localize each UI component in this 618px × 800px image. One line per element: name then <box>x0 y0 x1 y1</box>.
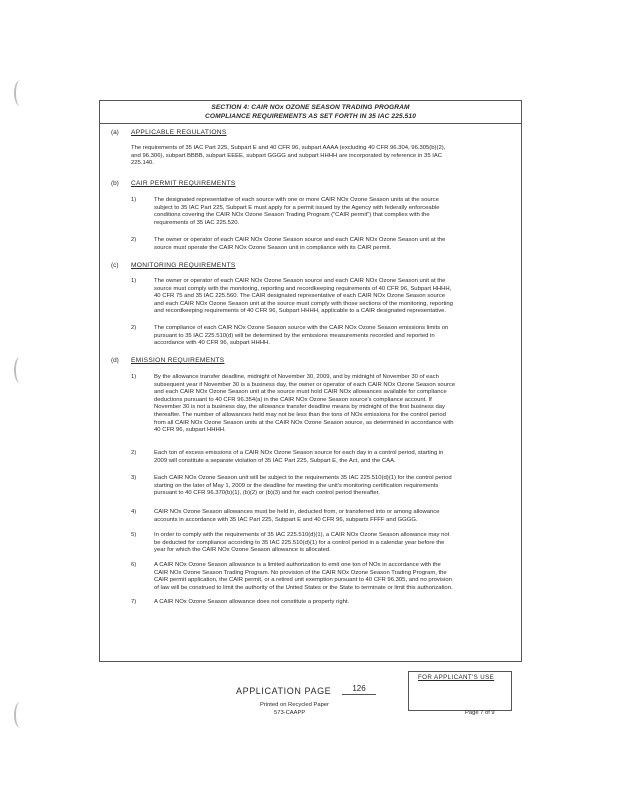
form-code: 573-CAAPP <box>274 710 306 716</box>
paragraph-line: Each ton of excess emissions of a CAIR NOx Ozone Season source for each day in a control period, starting in <box>154 450 444 456</box>
item-number: 6) <box>131 562 137 568</box>
paragraph-line: source must operate the CAIR NOx Ozone Season unit in compliance with its CAIR permit. <box>154 244 392 251</box>
section-title: MONITORING REQUIREMENTS <box>131 262 236 269</box>
paragraph-line: conditions covering the CAIR NOx Ozone Season Trading Program ("CAIR permit") that complies with the <box>154 212 430 219</box>
paragraph-line: year for which the CAIR NOx Ozone Season allowance is allocated. <box>154 547 331 554</box>
paragraph-line: and recordkeeping requirements of 40 CFR 96, Subpart HHHH, applicable to a CAIR designated representative. <box>154 308 447 315</box>
paragraph-line: The owner or operator of each CAIR NOx Ozone Season source and each CAIR NOx Ozone Season unit at the <box>154 237 446 243</box>
section-letter: (a) <box>111 129 119 136</box>
punch-hole-mark <box>14 702 26 728</box>
paragraph-line: pursuant to 35 IAC 225.510(d) will be determined by the emissions measurements recorded and reported in <box>154 332 435 339</box>
paragraph-line: subsequent year if November 30 is a business day, the owner or operator of each CAIR NOx Ozone Season source <box>154 381 456 388</box>
applicant-use-label: FOR APPLICANT'S USE <box>418 674 495 681</box>
paragraph-line: starting on the later of May 1, 2009 or the deadline for meeting the unit's monitoring certification requirements <box>154 482 439 489</box>
application-page-number: 126 <box>352 684 366 693</box>
punch-hole-mark <box>14 80 26 106</box>
paragraph-line: subject to 35 IAC Part 225, Subpart E must apply for a permit issued by the Agency with federally enforceable <box>154 204 440 211</box>
section-title: EMISSION REQUIREMENTS <box>131 357 225 364</box>
item-number: 2) <box>131 325 137 331</box>
paragraph-line: The designated representative of each source with one or more CAIR NOx Ozone Season units at the source <box>154 197 439 203</box>
section-subheading: COMPLIANCE REQUIREMENTS AS SET FORTH IN 35 IAC 225.510 <box>205 113 416 120</box>
section-letter: (c) <box>111 262 119 269</box>
item-number: 2) <box>131 237 137 243</box>
paragraph-line: In order to comply with the requirements of 35 IAC 225.510(d)(1), a CAIR NOx Ozone Season allowance may not <box>154 532 450 538</box>
item-number: 5) <box>131 532 137 538</box>
paragraph-line: Each CAIR NOx Ozone Season unit will be subject to the requirements 35 IAC 225.510(d)(1) for the control period <box>154 475 452 481</box>
paragraph-line: November 30 is not a business day, the allowance transfer deadline means by midnight of the first business day <box>154 404 445 411</box>
paragraph-line: requirements of 35 IAC 225.520. <box>154 219 240 226</box>
paragraph-line: The compliance of each CAIR NOx Ozone Season source with the CAIR NOx Ozone Season emissions limits on <box>154 325 449 331</box>
punch-hole-mark <box>14 357 26 383</box>
page-number-underline <box>342 694 376 695</box>
recycled-paper-note: Printed on Recycled Paper <box>260 702 329 708</box>
paragraph-line: and each CAIR NOx Ozone Season unit at the source must comply with those sections of the monitoring, reporting <box>154 300 453 307</box>
item-number: 1) <box>131 278 137 284</box>
page-of-label: Page 7 of 9 <box>465 710 495 716</box>
item-number: 7) <box>131 599 137 605</box>
paragraph-line: CAIR permit application, the CAIR permit, or a retired unit exemption pursuant to 40 CFR 96.305, and no provision <box>154 577 452 584</box>
item-number: 1) <box>131 374 137 380</box>
paragraph-line: from all CAIR NOx Ozone Season units at the CAIR NOx Ozone Season source, as determined in accordance with <box>154 419 454 426</box>
paragraph-line: CAIR NOx Ozone Season allowances must be held in, deducted from, or transferred into or among allowance <box>154 509 440 515</box>
paragraph-line: accordance with 40 CFR 96, subpart HHHH. <box>154 340 270 347</box>
item-number: 2) <box>131 450 137 456</box>
application-page-label: APPLICATION PAGE <box>236 686 332 696</box>
paragraph-line: By the allowance transfer deadline, midnight of November 30, 2009, and by midnight of November 30 of each <box>154 374 439 380</box>
section-heading: SECTION 4: CAIR NOx OZONE SEASON TRADING PROGRAM <box>211 104 410 111</box>
paragraph-line: A CAIR NOx Ozone Season allowance does not constitute a property right. <box>154 599 350 605</box>
paragraph-line: 225.140. <box>131 160 154 167</box>
paragraph-line: The owner or operator of each CAIR NOx Ozone Season source and each CAIR NOx Ozone Season unit at the <box>154 278 446 284</box>
paragraph-line: 40 CFR 75 and 35 IAC 225.560. The CAIR designated representative of each CAIR NOx Ozone Season source <box>154 293 445 300</box>
paragraph-line: A CAIR NOx Ozone Season allowance is a limited authorization to emit one ton of NOx in accordance with the <box>154 562 441 568</box>
paragraph-line: deductions pursuant to 40 CFR 96.354(a) in the CAIR NOx Ozone Season source's compliance account. If <box>154 396 432 403</box>
paragraph-line: thereafter. The number of allowances held may not be less than the tons of NOx emissions for the control period <box>154 412 446 418</box>
paragraph-line: and each CAIR NOx Ozone Season unit at the source must hold CAIR NOx allowances available for compliance <box>154 389 447 396</box>
header-divider <box>99 123 522 124</box>
section-letter: (b) <box>111 180 119 187</box>
item-number: 4) <box>131 509 137 515</box>
paragraph-line: of law will be construed to limit the authority of the United States or the State to terminate or limit this authorization. <box>154 584 453 591</box>
paragraph-line: CAIR NOx Ozone Season Trading Program. No provision of the CAIR NOx Ozone Season Trading Program, the <box>154 569 447 576</box>
paragraph-line: The requirements of 35 IAC Part 225, Subpart E and 40 CFR 96, subpart AAAA (excluding 40 CFR 96.304, 96.305(b)(2), <box>131 145 446 151</box>
item-number: 3) <box>131 475 137 481</box>
paragraph-line: 2009 will constitute a separate violation of 35 IAC Part 225, Subpart E, the Act, and the CAA. <box>154 457 396 464</box>
paragraph-line: be deducted for compliance according to 35 IAC 225.510(d)(1) for a control period in a calendar year before the <box>154 539 445 546</box>
paragraph-line: pursuant to 40 CFR 96.370(b)(1), (b)(2) or (b)(3) and for each control period thereafter. <box>154 490 380 497</box>
section-title: CAIR PERMIT REQUIREMENTS <box>131 180 236 187</box>
paragraph-line: 40 CFR 96, subpart HHHH. <box>154 427 226 434</box>
section-letter: (d) <box>111 357 119 364</box>
paragraph-line: and 96.306), subpart BBBB, subpart EEEE, subpart GGGG and subpart HHHH are incorporated by reference in 35 IAC <box>131 152 443 159</box>
paragraph-line: accounts in accordance with 35 IAC Part 225, Subpart E and 40 CFR 96, subparts FFFF and GGGG. <box>154 516 418 523</box>
paragraph-line: source must comply with the monitoring, reporting and recordkeeping requirements of 40 CFR 96, Subpart HHHH, <box>154 285 452 292</box>
section-title: APPLICABLE REGULATIONS <box>131 129 227 136</box>
item-number: 1) <box>131 197 137 203</box>
